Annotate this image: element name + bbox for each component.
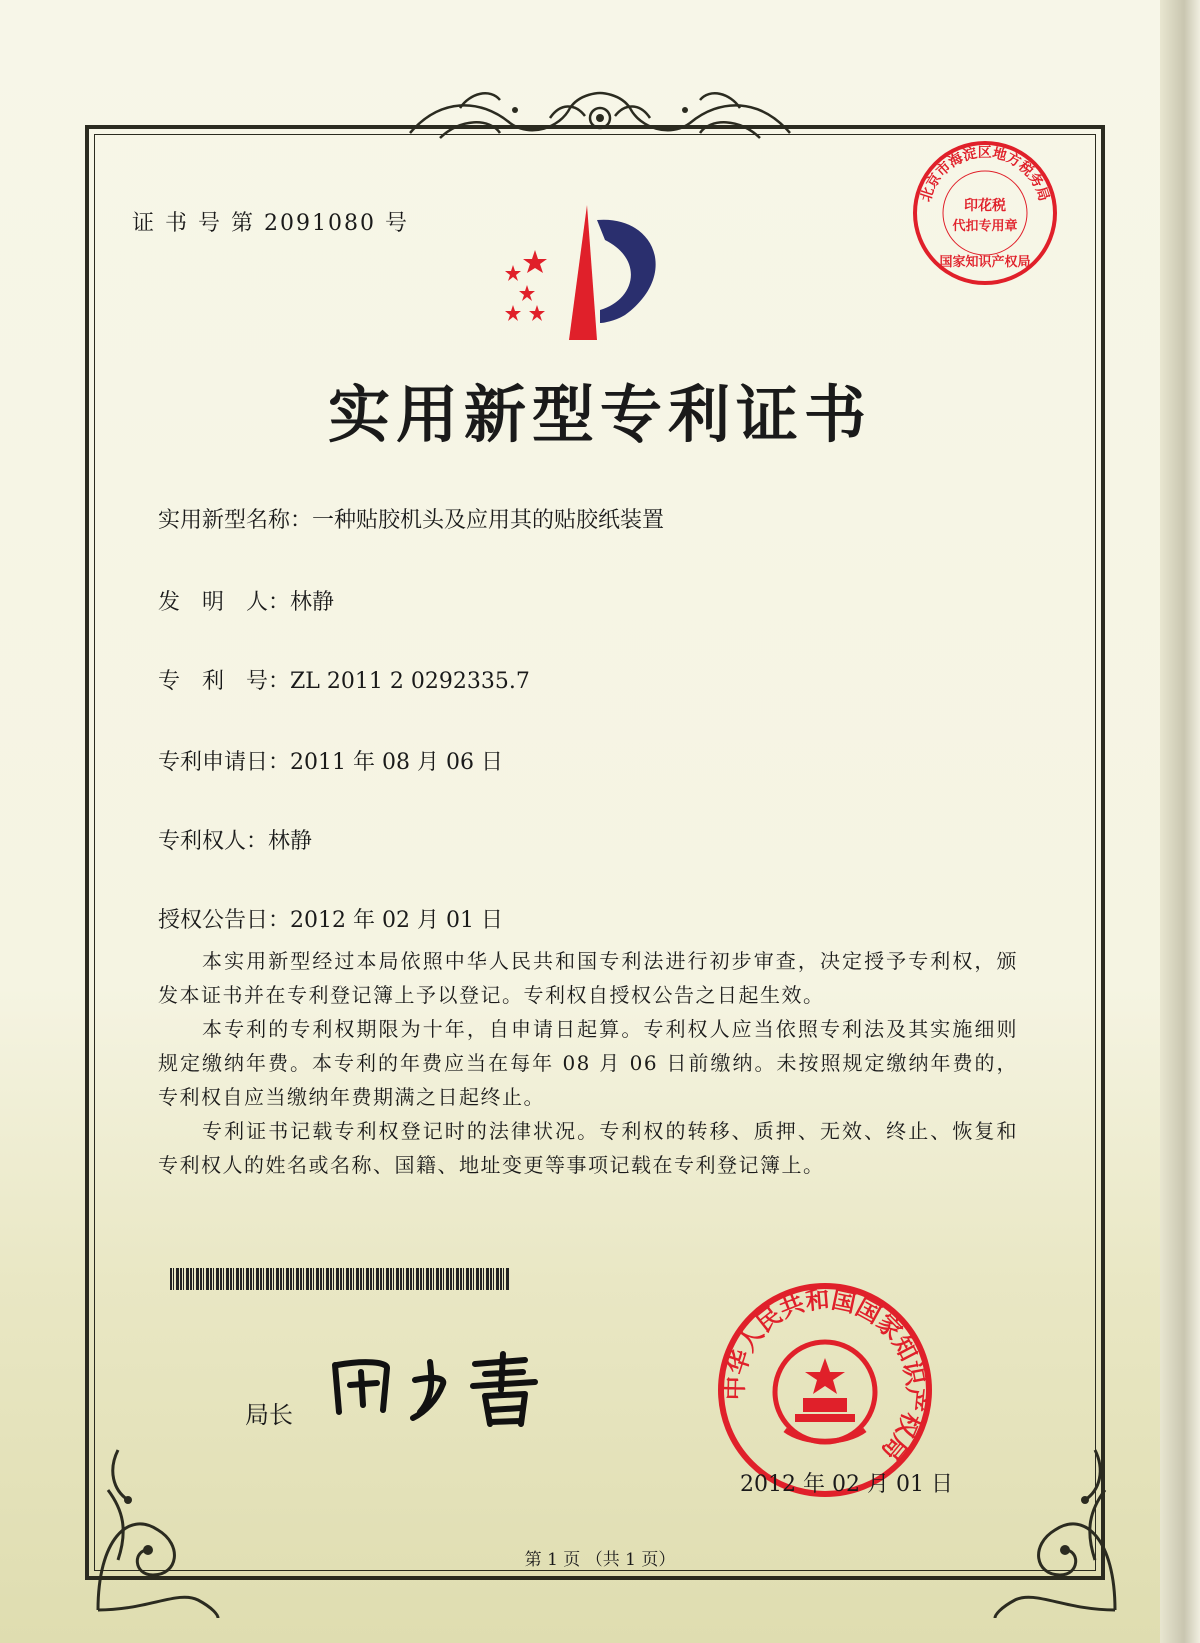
page-number: 第 1 页 （共 1 页） [524,1550,676,1570]
tax-stamp-bottom-text: 国家知识产权局 [939,255,1031,270]
field-value: 林静 [290,590,335,615]
inventor [158,585,334,616]
seal-date: 2012 年 02 月 01 日 [740,1472,953,1497]
patent-number [158,664,530,695]
tax-stamp [910,138,1060,288]
national-emblem-icon [775,1342,875,1442]
bottom-right-ornament-icon [985,1390,1125,1620]
field-value: 2011 年 08 月 06 日 [290,750,503,775]
field-label: 授权公告日： [158,908,291,933]
paragraph-term: 本专利的专利权期限为十年，自申请日起算。专利权人应当依照专利法及其实施细则规定缴纳年费。本专利的年费应当在每年 08 月 06 日前缴纳。未按照规定缴纳年费的，专利权自应当缴纳年费期满之日起终止。 [158,1017,1018,1109]
field-value: 一种贴胶机头及应用其的贴胶纸装置 [312,508,665,533]
utility-model-name [158,503,664,534]
top-ornament-icon [400,88,800,148]
paragraph-legal-status: 专利证书记载专利权登记时的法律状况。专利权的转移、质押、无效、终止、恢复和专利权人的姓名或名称、国籍、地址变更等事项记载在专利登记簿上。 [158,1119,1018,1177]
field-value: 2012 年 02 月 01 日 [290,908,503,933]
grant-announcement-date [158,903,503,934]
bottom-left-ornament-icon [88,1390,228,1620]
svg-text:北京市海淀区地方税务局 [918,144,1052,203]
director-label: 局长 [245,1401,293,1429]
seal-ring-text: 中华人民共和国国家知识产权局 [720,1285,930,1466]
field-label: 发 明 人： [158,590,291,615]
certificate-number: 证 书 号 第 2091080 号 [132,211,409,236]
field-value: ZL 2011 2 0292335.7 [290,669,530,694]
paragraph-grant: 本实用新型经过本局依照中华人民共和国专利法进行初步审查，决定授予专利权，颁发本证书并在专利登记簿上予以登记。专利权自授权公告之日起生效。 [158,949,1018,1007]
field-label: 专利申请日： [158,750,291,775]
tax-stamp-ring-text: 北京市海淀区地方税务局 [918,144,1052,204]
barcode [170,1268,510,1290]
paper-edge [1160,0,1200,1643]
field-label: 实用新型名称： [158,508,313,533]
director-signature [325,1350,565,1430]
sipo-logo-icon [505,205,675,340]
field-value: 林静 [268,829,313,854]
application-date [158,745,503,776]
patentee [158,824,312,855]
tax-stamp-line1: 印花税 [964,198,1006,214]
certificate-title: 实用新型专利证书 [327,378,872,451]
tax-stamp-line2: 代扣专用章 [952,219,1018,234]
field-label: 专利权人： [158,829,269,854]
field-label: 专 利 号： [158,669,291,694]
